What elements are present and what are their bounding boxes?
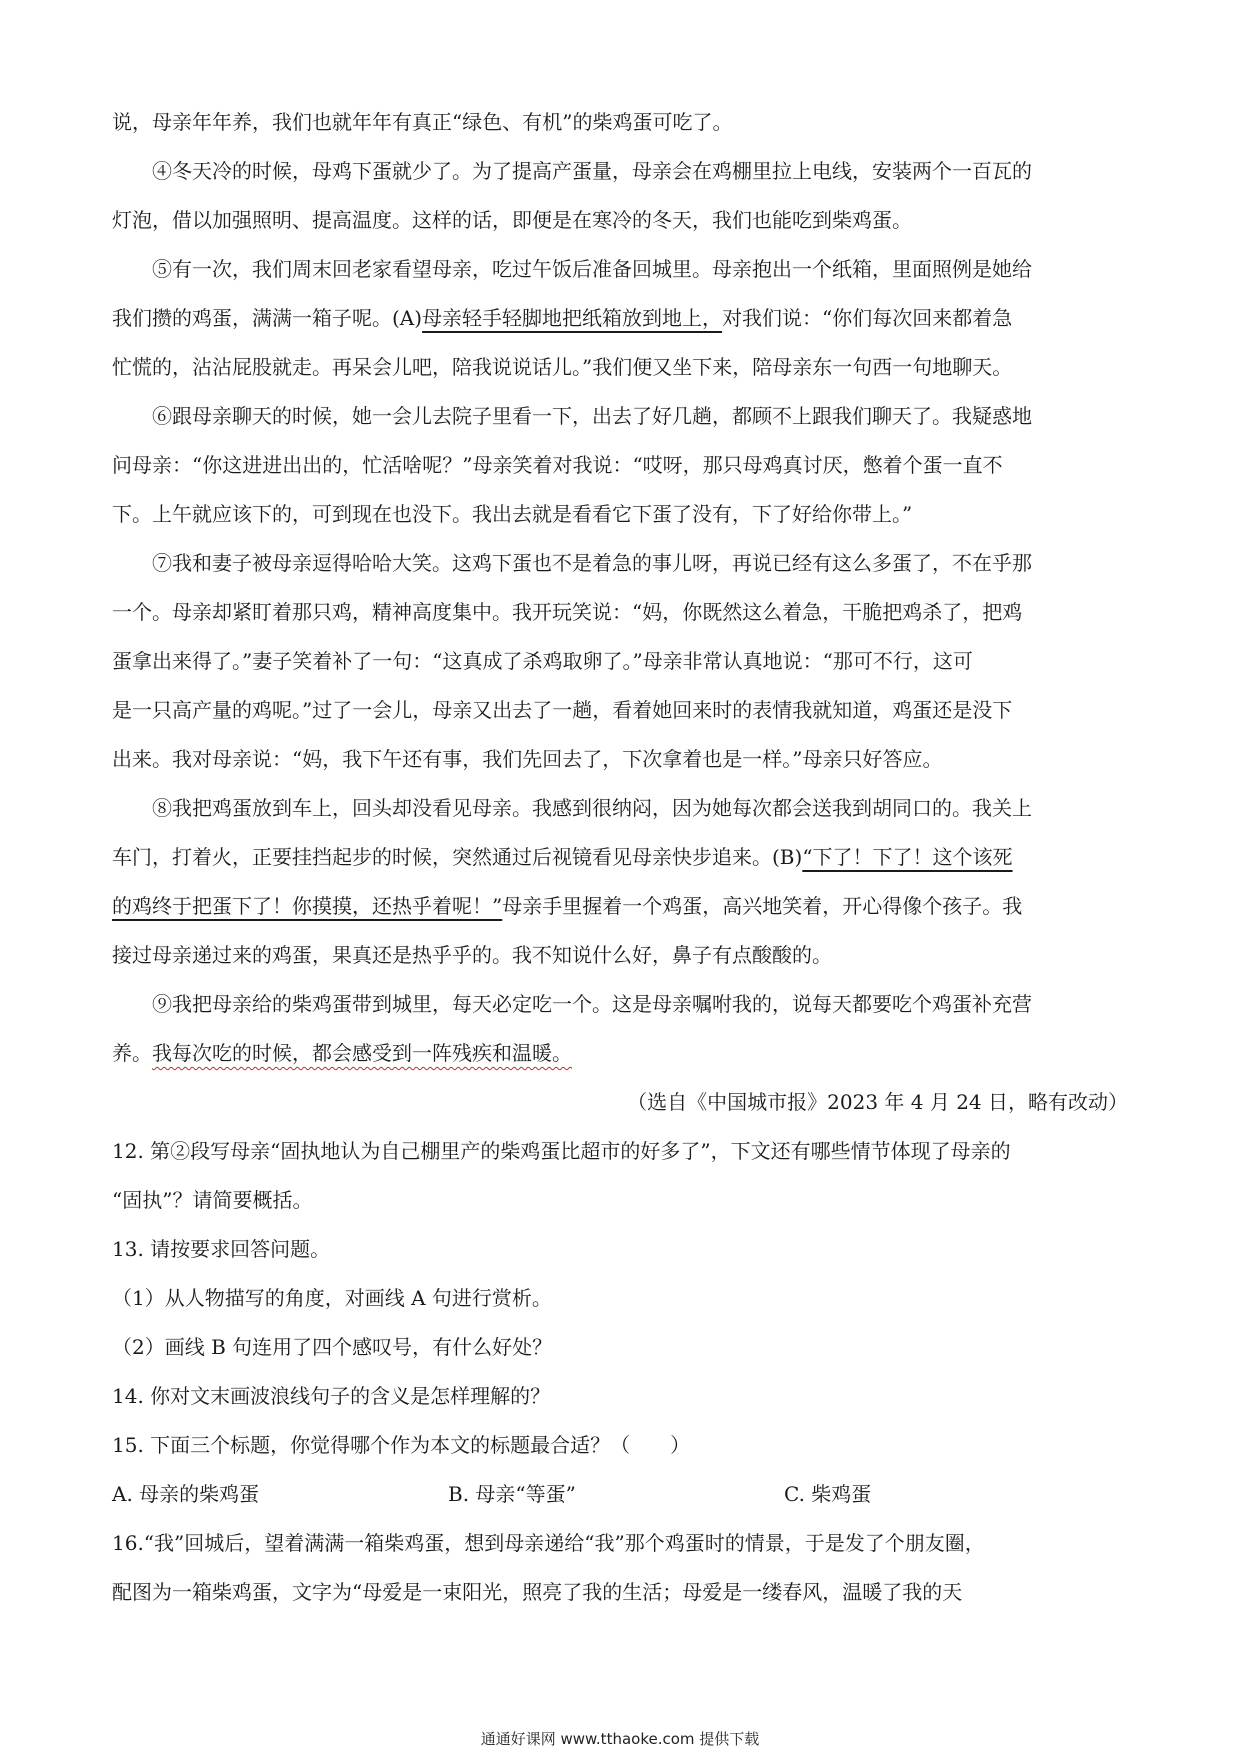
text-line (112, 392, 1128, 441)
text-segment: 14. 你对文末画波浪线句子的含义是怎样理解的？ (112, 1384, 551, 1408)
text-segment: 蛋拿出来得了。”妻子笑着补了一句：“这真成了杀鸡取卵了。”母亲非常认真地说：“那可不行，这可 (112, 649, 973, 673)
answer-options (112, 1470, 1128, 1519)
text-line (112, 294, 1128, 343)
text-segment: （2）画线 B 句连用了四个感叹号，有什么好处？ (112, 1335, 553, 1359)
text-segment: 车门，打着火，正要挂挡起步的时候，突然通过后视镜看见母亲快步追来。(B) (112, 845, 803, 869)
underlined-sentence: “下了！下了！这个该死 (802, 845, 1013, 869)
text-line (112, 1176, 1128, 1225)
text-segment: ⑥跟母亲聊天的时候，她一会儿去院子里看一下，出去了好几趟，都顾不上跟我们聊天了。我疑惑地 (152, 404, 1032, 428)
question-16-line-2: 配图为一箱柴鸡蛋，文字为“母爱是一束阳光，照亮了我的生活；母爱是一缕春风，温暖了我的天 (112, 1580, 963, 1604)
option-c: C. 柴鸡蛋 (784, 1482, 872, 1506)
passage-body (112, 98, 1128, 1470)
text-segment: 下。上午就应该下的，可到现在也没下。我出去就是看看它下蛋了没有，下了好给你带上。” (112, 502, 913, 526)
text-line (112, 1225, 1128, 1274)
text-line (112, 196, 1128, 245)
text-line (112, 1274, 1128, 1323)
text-line (112, 1078, 1128, 1127)
underlined-sentence: 母亲轻手轻脚地把纸箱放到地上， (422, 306, 723, 330)
text-line (112, 735, 1128, 784)
text-segment: 灯泡，借以加强照明、提高温度。这样的话，即便是在寒冷的冬天，我们也能吃到柴鸡蛋。 (112, 208, 912, 232)
text-line (112, 833, 1128, 882)
text-segment: （1）从人物描写的角度，对画线 A 句进行赏析。 (112, 1286, 552, 1310)
text-line (112, 539, 1128, 588)
text-line (112, 245, 1128, 294)
text-segment: 接过母亲递过来的鸡蛋，果真还是热乎乎的。我不知说什么好，鼻子有点酸酸的。 (112, 943, 832, 967)
text-line (112, 588, 1128, 637)
text-segment: ⑦我和妻子被母亲逗得哈哈大笑。这鸡下蛋也不是着急的事儿呀，再说已经有这么多蛋了，不在乎那 (152, 551, 1032, 575)
text-line (112, 1029, 1128, 1078)
text-line (112, 490, 1128, 539)
document-page (112, 98, 1128, 1617)
text-segment: ⑨我把母亲给的柴鸡蛋带到城里，每天必定吃一个。这是母亲嘱咐我的，说每天都要吃个鸡蛋补充营 (152, 992, 1032, 1016)
text-line (112, 784, 1128, 833)
text-segment: ⑧我把鸡蛋放到车上，回头却没看见母亲。我感到很纳闷，因为她每次都会送我到胡同口的。我关上 (152, 796, 1032, 820)
text-line (112, 980, 1128, 1029)
text-segment: 15. 下面三个标题，你觉得哪个作为本文的标题最合适？（ ） (112, 1433, 691, 1457)
text-segment: 出来。我对母亲说：“妈，我下午还有事，我们先回去了，下次拿着也是一样。”母亲只好答应。 (112, 747, 943, 771)
text-line (112, 1372, 1128, 1421)
text-segment: 13. 请按要求回答问题。 (112, 1237, 331, 1261)
option-b: B. 母亲“等蛋” (448, 1482, 576, 1506)
text-line (112, 343, 1128, 392)
text-segment: ④冬天冷的时候，母鸡下蛋就少了。为了提高产蛋量，母亲会在鸡棚里拉上电线，安装两个一百瓦的 (152, 159, 1032, 183)
text-line (112, 98, 1128, 147)
text-line (112, 686, 1128, 735)
text-segment: “固执”？请简要概括。 (112, 1188, 313, 1212)
text-line (112, 1323, 1128, 1372)
text-line (112, 882, 1128, 931)
text-line (112, 931, 1128, 980)
text-segment: 12. 第②段写母亲“固执地认为自己棚里产的柴鸡蛋比超市的好多了”，下文还有哪些情节体现了母亲的 (112, 1139, 1011, 1163)
option-a: A. 母亲的柴鸡蛋 (112, 1482, 260, 1506)
text-line (112, 1127, 1128, 1176)
text-segment: ⑤有一次，我们周末回老家看望母亲，吃过午饭后准备回城里。母亲抱出一个纸箱，里面照例是她给 (152, 257, 1032, 281)
text-segment: 忙慌的，沾沾屁股就走。再呆会儿吧，陪我说说话儿。”我们便又坐下来，陪母亲东一句西一句地聊天。 (112, 355, 1013, 379)
wavy-underlined-sentence: 我每次吃的时候，都会感受到一阵残疾和温暖。 (152, 1041, 572, 1065)
underlined-sentence: 的鸡终于把蛋下了！你摸摸，还热乎着呢！” (112, 894, 503, 918)
question-16-line-1: 16.“我”回城后，望着满满一箱柴鸡蛋，想到母亲递给“我”那个鸡蛋时的情景，于是发了个朋友圈， (112, 1531, 985, 1555)
page-footer: 通通好课网 www.tthaoke.com 提供下载 (480, 1730, 760, 1748)
text-segment: 养。 (112, 1041, 152, 1065)
text-segment: 是一只高产量的鸡呢。”过了一会儿，母亲又出去了一趟，看着她回来时的表情我就知道，鸡蛋还是没下 (112, 698, 1013, 722)
text-segment: 问母亲：“你这进进出出的，忙活啥呢？”母亲笑着对我说：“哎呀，那只母鸡真讨厌，憋着个蛋一直不 (112, 453, 1003, 477)
text-segment: 一个。母亲却紧盯着那只鸡，精神高度集中。我开玩笑说：“妈，你既然这么着急，干脆把鸡杀了，把鸡 (112, 600, 1023, 624)
text-line (112, 147, 1128, 196)
text-segment: 说，母亲年年养，我们也就年年有真正“绿色、有机”的柴鸡蛋可吃了。 (112, 110, 733, 134)
text-line (112, 441, 1128, 490)
text-segment: 母亲手里握着一个鸡蛋，高兴地笑着，开心得像个孩子。我 (502, 894, 1023, 918)
text-segment: （选自《中国城市报》2023 年 4 月 24 日，略有改动） (627, 1090, 1128, 1114)
text-segment: 我们攒的鸡蛋，满满一箱子呢。(A) (112, 306, 423, 330)
text-segment: 对我们说：“你们每次回来都着急 (722, 306, 1013, 330)
text-line (112, 637, 1128, 686)
text-line (112, 1421, 1128, 1470)
